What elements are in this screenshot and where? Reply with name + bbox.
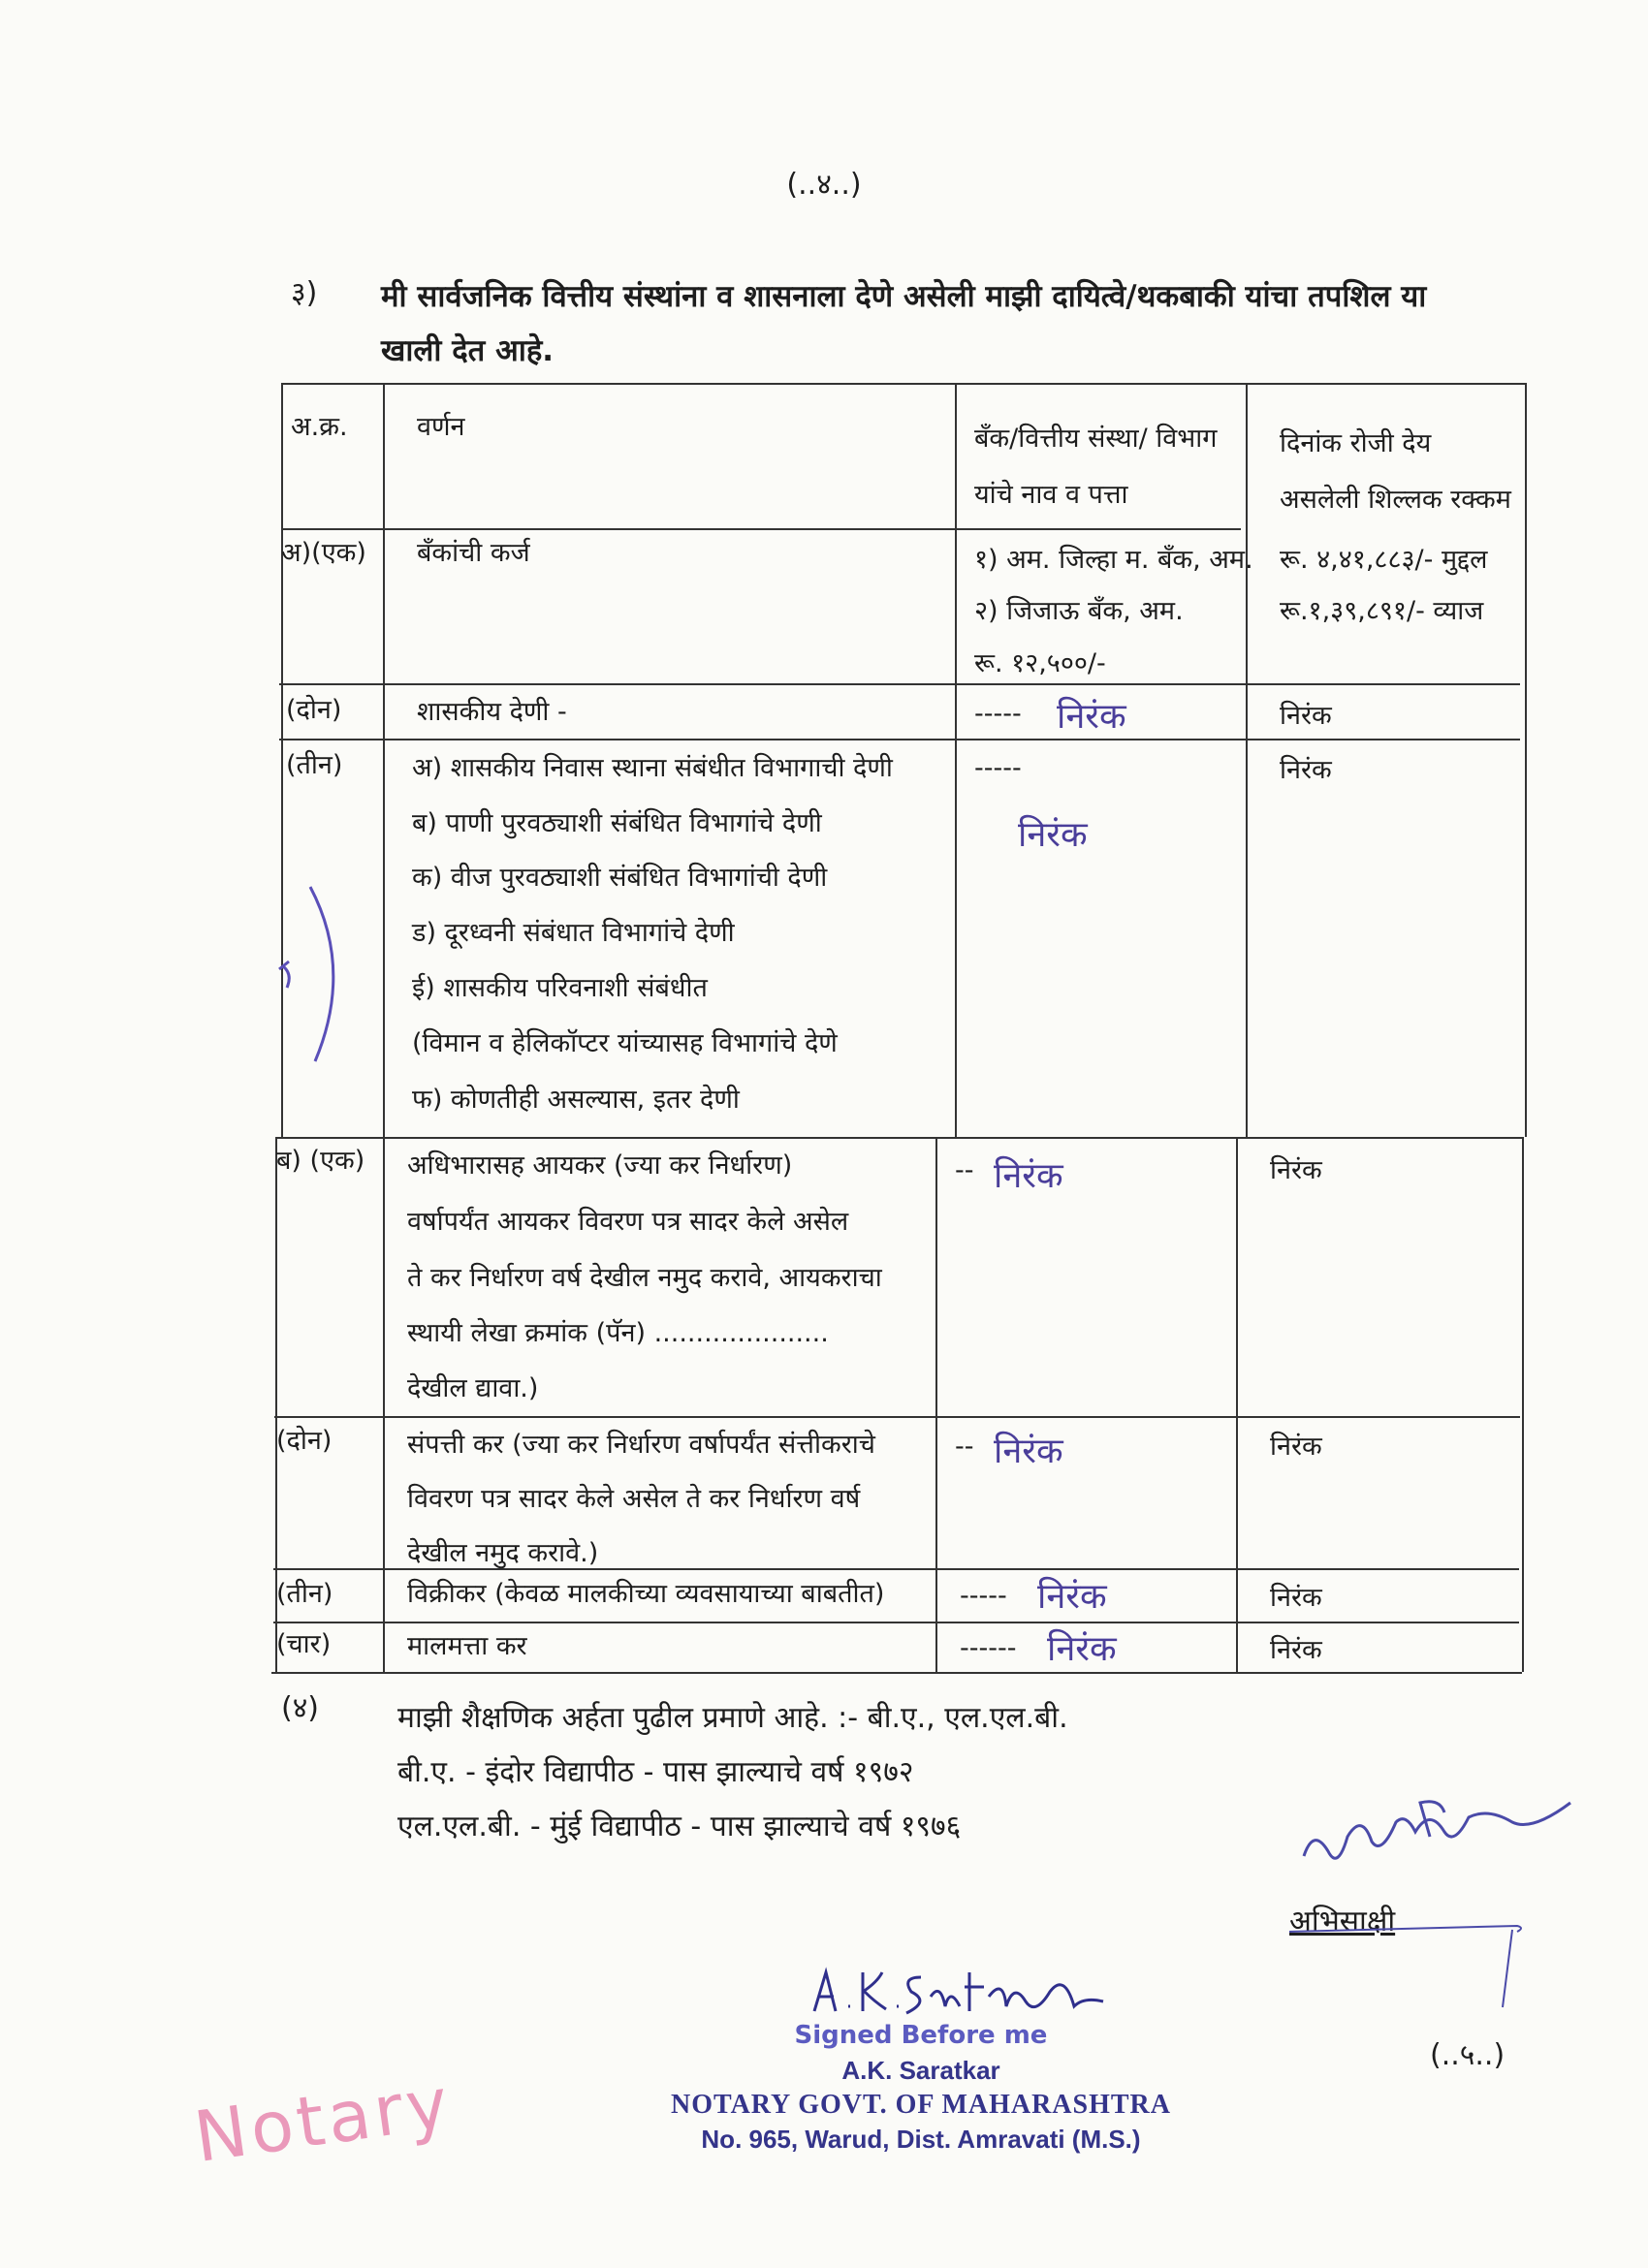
row-b3-desc: विक्रीकर (केवळ मालकीच्या व्यवसायाच्या बाबतीत) xyxy=(407,1579,885,1609)
row-b2-desc-line: विवरण पत्र सादर केले असेल ते कर निर्धारण वर्ष xyxy=(407,1484,861,1514)
table-col-divider-3 xyxy=(1246,383,1248,1137)
row-b3-dash: ----- xyxy=(960,1581,1007,1611)
row-b1-desc-line: देखील द्यावा.) xyxy=(407,1373,539,1403)
row-b2-sr: (दोन) xyxy=(276,1426,333,1456)
row-a3-desc-line: अ) शासकीय निवास स्थाना संबंधीत विभागाची देणी xyxy=(412,753,893,783)
attestation-label: अभिसाक्षी xyxy=(1289,1905,1396,1938)
row-b1-desc-line: ते कर निर्धारण वर्ष देखील नमुद करावे, आयकराचा xyxy=(407,1263,882,1293)
row-a2-dash: ----- xyxy=(974,699,1022,729)
liabilities-table xyxy=(271,383,1527,1672)
margin-bracket-mark xyxy=(271,877,359,1071)
row-b4-handwritten-nil: निरंक xyxy=(1047,1629,1117,1669)
row-a3-desc-line: (विमान व हेलिकॉप्टर यांच्यासह विभागांचे देणे xyxy=(412,1028,838,1058)
row-a1-bank2: २) जिजाऊ बँक, अम. xyxy=(974,596,1184,626)
row-a1-amount1: रू. ४,४१,८८३/- मुद्दल xyxy=(1280,545,1488,575)
row-a3-desc-line: ई) शासकीय परिवनाशी संबंधीत xyxy=(412,973,708,1003)
row-a1-amount2: रू.१,३९,८९१/- व्याज xyxy=(1280,596,1484,626)
row-b2-dash: -- xyxy=(955,1432,974,1462)
row-a1-bank1: १) अम. जिल्हा म. बँक, अम. xyxy=(974,545,1253,575)
header-bank-line1: बँक/वित्तीय संस्था/ विभाग xyxy=(974,424,1218,454)
row-b2-desc-line: संपत्ती कर (ज्या कर निर्धारण वर्षापर्यंत संत्तीकराचे xyxy=(407,1430,875,1460)
section-3-intro-line2: खाली देत आहे. xyxy=(381,333,555,368)
education-line3: एल.एल.बी. - मुंई विद्यापीठ - पास झाल्याचे वर्ष १९७६ xyxy=(397,1810,962,1843)
stamp-address: No. 965, Warud, Dist. Amravati (M.S.) xyxy=(701,2125,1141,2154)
page-number: (..४..) xyxy=(786,168,862,202)
table-rule-top xyxy=(281,383,1527,385)
row-a2-handwritten-nil: निरंक xyxy=(1057,697,1126,737)
row-b3-handwritten-nil: निरंक xyxy=(1037,1577,1107,1617)
table-col-divider-3-lower xyxy=(1236,1137,1238,1672)
row-a2-sr: (दोन) xyxy=(286,695,342,725)
row-a1-desc: बँकांची कर्ज xyxy=(417,538,530,568)
row-b3-sr: (तीन) xyxy=(276,1579,333,1609)
row-a3-desc-line: ब) पाणी पुरवठ्याशी संबंधित विभागांचे देणी xyxy=(412,808,822,838)
row-b4-amount: निरंक xyxy=(1270,1635,1322,1665)
row-b1-desc-line: स्थायी लेखा क्रमांक (पॅन) ..................... xyxy=(407,1318,829,1348)
row-b1-handwritten-nil: निरंक xyxy=(994,1156,1063,1196)
section-3-intro-line1: मी सार्वजनिक वित्तीय संस्थांना व शासनाला देणे असेली माझी दायित्वे/थकबाकी यांचा तपशिल या xyxy=(381,279,1427,314)
notary-stamp xyxy=(591,2021,1251,2155)
next-page-marker: (..५..) xyxy=(1430,2038,1505,2072)
row-b2-handwritten-nil: निरंक xyxy=(994,1432,1063,1471)
row-b2-amount: निरंक xyxy=(1270,1432,1322,1462)
table-col-right-edge-lower xyxy=(1522,1137,1524,1672)
row-b1-dash: -- xyxy=(955,1155,974,1185)
stamp-title: NOTARY GOVT. OF MAHARASHTRA xyxy=(670,2090,1171,2120)
stamp-signed-before: Signed Before me xyxy=(794,2021,1048,2050)
section-4-education xyxy=(397,1691,1068,1854)
header-description: वर्णन xyxy=(417,412,465,442)
row-a2-desc: शासकीय देणी - xyxy=(417,697,567,727)
row-b1-desc-line: वर्षापर्यंत आयकर विवरण पत्र सादर केले असेल xyxy=(407,1207,849,1237)
table-col-divider-2 xyxy=(955,383,957,1137)
table-col-right-edge xyxy=(1525,383,1527,1137)
education-line1: माझी शैक्षणिक अर्हता पुढील प्रमाणे आहे. :- बी.ए., एल.एल.बी. xyxy=(397,1701,1068,1735)
education-line2: बी.ए. - इंदोर विद्यापीठ - पास झाल्याचे वर्ष १९७२ xyxy=(397,1755,914,1789)
row-a3-desc-line: फ) कोणतीही असल्यास, इतर देणी xyxy=(412,1085,740,1115)
row-b1-amount: निरंक xyxy=(1270,1155,1322,1185)
table-col-divider-2-lower xyxy=(935,1137,937,1672)
section-3-number: ३) xyxy=(291,276,318,310)
attestation-underline-stroke xyxy=(1289,1924,1532,2011)
header-amount-line2: असलेली शिल्लक रक्कम xyxy=(1280,485,1511,515)
row-b4-sr: (चार) xyxy=(276,1629,332,1659)
table-col-divider-1 xyxy=(383,383,385,1672)
attestation-signature xyxy=(1294,1798,1585,1885)
row-b2-desc-line: देखील नमुद करावे.) xyxy=(407,1538,599,1568)
row-a1-sr: अ)(एक) xyxy=(281,538,366,568)
row-a1-bank3: रू. १२,५००/- xyxy=(974,648,1106,678)
row-b3-amount: निरंक xyxy=(1270,1583,1322,1613)
row-a3-handwritten-nil: निरंक xyxy=(1018,815,1088,855)
row-a2-amount: निरंक xyxy=(1280,701,1332,731)
section-3-intro xyxy=(381,269,1525,378)
header-sr: अ.क्र. xyxy=(291,412,348,442)
row-a3-dash: ----- xyxy=(974,753,1022,783)
row-b1-sr: ब) (एक) xyxy=(276,1146,365,1176)
row-b1-desc-line: अधिभारासह आयकर (ज्या कर निर्धारण) xyxy=(407,1150,793,1181)
row-a3-amount: निरंक xyxy=(1280,755,1332,785)
section-4-number: (४) xyxy=(281,1691,320,1725)
row-b4-desc: मालमत्ता कर xyxy=(407,1631,527,1661)
row-b4-dash: ------ xyxy=(960,1633,1017,1663)
notary-seal: Notary xyxy=(189,2061,458,2179)
stamp-name: A.K. Saratkar xyxy=(841,2056,1000,2085)
row-a3-desc-line: ड) दूरध्वनी संबंधात विभागांचे देणी xyxy=(412,918,735,948)
header-amount-line1: दिनांक रोजी देय xyxy=(1280,428,1432,458)
row-a3-sr: (तीन) xyxy=(286,750,343,780)
row-a3-desc-line: क) वीज पुरवठ्याशी संबंधित विभागांची देणी xyxy=(412,863,828,893)
header-bank-line2: यांचे नाव व पत्ता xyxy=(974,480,1128,510)
